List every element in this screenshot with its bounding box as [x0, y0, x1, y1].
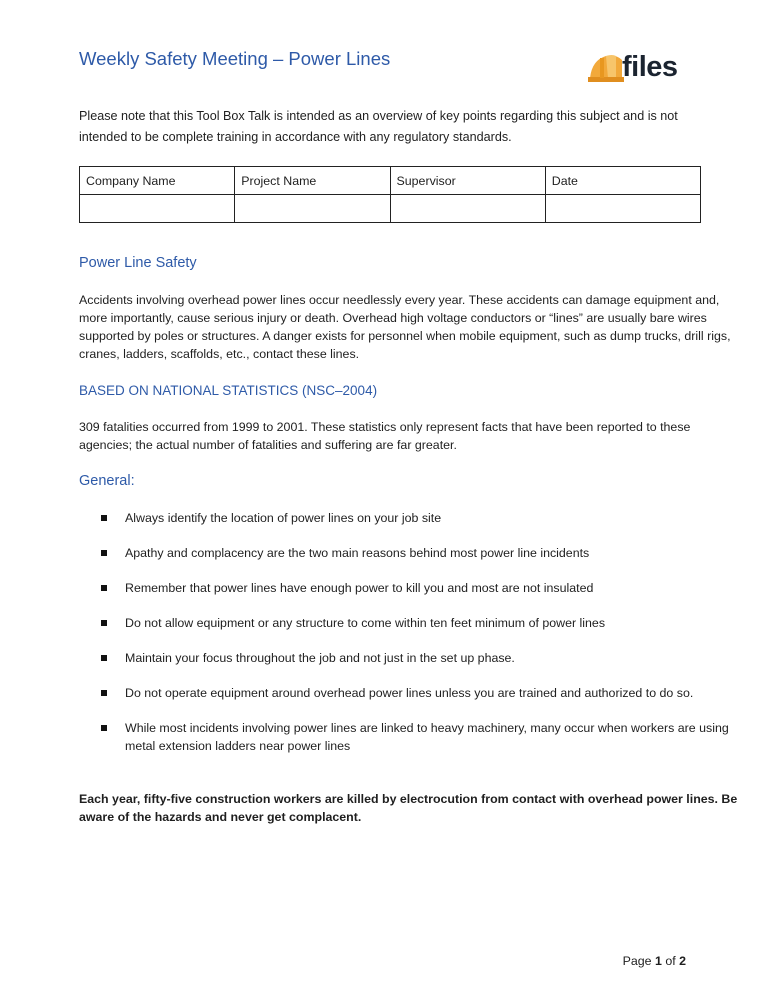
meeting-info-table	[79, 166, 701, 223]
bullet-icon	[101, 585, 107, 591]
statistics-body: 309 fatalities occurred from 1999 to 2001. These statistics only represent facts that have been reported to these agencies; the actual number of fatalities and suffering are far greater.	[79, 420, 691, 452]
disclaimer-text: Please note that this Tool Box Talk is intended as an overview of key points regarding this subject and is not intended to be complete training in accordance with any regulatory standards.	[79, 109, 678, 144]
bullet-icon	[101, 725, 107, 731]
list-item: While most incidents involving power lines are linked to heavy machinery, many occur when workers are using metal extension ladders near power lines	[79, 719, 739, 755]
project-name-header: Project Name	[235, 167, 390, 195]
company-name-header: Company Name	[80, 167, 235, 195]
general-heading: General:	[79, 473, 135, 489]
table-header-row	[80, 167, 701, 195]
date-cell[interactable]	[545, 195, 700, 223]
list-item: Do not allow equipment or any structure to come within ten feet minimum of power lines	[79, 614, 739, 632]
bullet-icon	[101, 690, 107, 696]
bullet-icon	[101, 515, 107, 521]
total-pages: 2	[679, 954, 686, 968]
project-name-cell[interactable]	[235, 195, 390, 223]
list-item: Remember that power lines have enough power to kill you and most are not insulated	[79, 579, 739, 597]
closing-warning: Each year, fifty-five construction workers are killed by electrocution from contact with overhead power lines. Be aware of the hazards and never get complacent.	[79, 792, 738, 824]
power-line-safety-heading: Power Line Safety	[79, 255, 197, 271]
page-title: Weekly Safety Meeting – Power Lines	[79, 48, 391, 69]
list-item: Do not operate equipment around overhead power lines unless you are trained and authorized to do so.	[79, 684, 739, 702]
list-item: Apathy and complacency are the two main reasons behind most power line incidents	[79, 544, 739, 562]
files-logo	[586, 48, 711, 88]
date-header: Date	[545, 167, 700, 195]
company-name-cell[interactable]	[80, 195, 235, 223]
bullet-icon	[101, 620, 107, 626]
list-item: Always identify the location of power lines on your job site	[79, 509, 739, 527]
supervisor-cell[interactable]	[390, 195, 545, 223]
statistics-heading: BASED ON NATIONAL STATISTICS (NSC–2004)	[79, 383, 378, 398]
list-item: Maintain your focus throughout the job and not just in the set up phase.	[79, 649, 739, 667]
table-value-row	[80, 195, 701, 223]
page-number: Page 1 of 2	[622, 954, 686, 968]
bullet-icon	[101, 655, 107, 661]
power-line-safety-body: Accidents involving overhead power lines occur needlessly every year. These accidents can damage equipment and, more importantly, cause serious injury or death. Overhead high voltage conductors or “lines” are usually bare wires supported by poles or structures. A danger exists for personnel when mobile equipment, such as dump trucks, drill rigs, cranes, ladders, scaffolds, etc., contact these lines.	[79, 293, 731, 361]
logo-wordmark: files	[622, 51, 678, 83]
bullet-icon	[101, 550, 107, 556]
hard-hat-icon	[586, 48, 626, 88]
supervisor-header: Supervisor	[390, 167, 545, 195]
current-page: 1	[654, 954, 662, 968]
general-bullet-list	[79, 509, 739, 772]
